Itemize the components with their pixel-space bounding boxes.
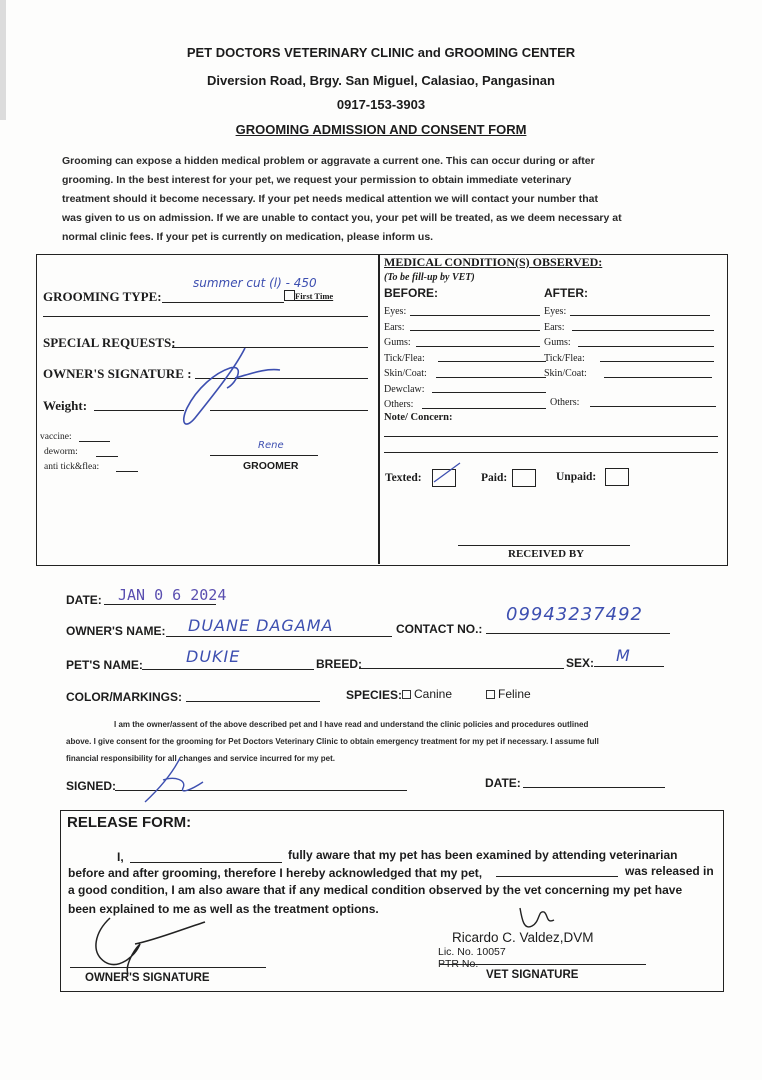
vet-signature-line [440,964,646,965]
color-markings-label: COLOR/MARKINGS: [66,690,182,704]
signed-date-label: DATE: [485,776,521,790]
release-form-title: RELEASE FORM: [67,814,192,831]
sex-line [594,666,664,667]
note-line [384,452,718,453]
feline-option[interactable] [486,687,531,701]
canine-option[interactable] [402,687,452,701]
contact-value[interactable]: 09943237492 [506,604,643,625]
clinic-name: PET DOCTORS VETERINARY CLINIC and GROOMING CENTER [186,45,576,60]
before-item: Eyes: [384,306,407,317]
first-time-label: First Time [295,291,334,301]
vet-license: Lic. No. 10057 [438,946,506,958]
vet-name: Ricardo C. Valdez,DVM [452,930,594,945]
release-line4-text: been explained to me as well as the treatment options. [68,902,379,916]
medical-condition-subtitle: (To be fill-up by VET) [384,272,475,283]
after-item: Gums: [544,337,571,348]
after-item: Tick/Flea: [544,352,585,364]
canine-label: Canine [414,687,453,701]
anti-tick-label: anti tick&flea: [44,462,100,472]
special-requests-label: SPECIAL REQUESTS: [43,335,176,350]
release-line2-end: was released in [625,864,714,878]
breed-label: BREED: [316,657,363,671]
after-item: Others: [550,397,580,408]
grooming-type-line [162,302,284,303]
before-item: Skin/Coat: [384,368,427,379]
intro-line: treatment should it become necessary. If your pet needs medical attention we will contact your number that [62,193,599,205]
clinic-address: Diversion Road, Brgy. San Miguel, Calasiao, Pangasinan [207,73,555,88]
after-item: Skin/Coat: [544,368,587,379]
signed-date-line [523,787,665,788]
contact-line [486,633,670,634]
signed-signature-scribble [125,750,225,810]
groomer-label: GROOMER [243,460,299,472]
paid-label: Paid: [481,472,508,484]
owner-name-value[interactable]: DUANE DAGAMA [188,616,334,635]
release-i-label: I, [117,850,124,864]
before-item: Others: [384,399,414,410]
signed-label: SIGNED: [66,779,117,793]
note-line [384,436,718,437]
sex-label: SEX: [566,656,595,670]
date-label: DATE: [66,593,102,607]
owner-signature-label: OWNER'S SIGNATURE : [43,366,192,381]
vet-signature-label: VET SIGNATURE [486,969,579,981]
release-line3-text: a good condition, I am also aware that if any medical condition observed by the vet concerning my pet have [68,883,683,897]
pet-name-value[interactable]: DUKIE [186,647,241,666]
weight-line [94,410,184,411]
groomer-name: Rene [258,440,284,451]
unpaid-label: Unpaid: [556,471,597,483]
pet-name-line [142,669,314,670]
vaccine-line [79,441,110,442]
deworm-line [96,456,118,457]
before-item: Gums: [384,337,411,348]
release-line1-text: fully aware that my pet has been examined by attending veterinarian [288,848,678,862]
received-by-label: RECEIVED BY [508,548,585,560]
feline-checkbox[interactable] [486,690,495,699]
intro-line: was given to us on admission. If we are unable to contact you, your pet will be treated, as we deem necessary at [62,212,622,224]
release-name-line [130,862,282,863]
after-item: Ears: [544,321,565,333]
intro-line: Grooming can expose a hidden medical problem or aggravate a current one. This can occur during or after [62,155,595,167]
consent-line: I am the owner/assent of the above described pet and I have read and understand the clinic policies and procedures outlined [114,720,589,729]
before-item: Dewclaw: [384,383,425,395]
intro-line: normal clinic fees. If your pet is currently on medication, please inform us. [62,231,434,243]
first-time-checkbox[interactable] [284,290,295,301]
medical-condition-title: MEDICAL CONDITION(S) OBSERVED: [384,255,603,269]
pet-name-label: PET'S NAME: [66,658,143,672]
before-label: BEFORE: [384,286,438,300]
unpaid-checkbox[interactable] [605,468,629,486]
owner-name-label: OWNER'S NAME: [66,624,166,638]
species-label: SPECIES: [346,688,403,702]
groomer-line [210,455,318,456]
release-line2-text: before and after grooming, therefore I hereby acknowledged that my pet, [68,866,483,880]
texted-label: Texted: [385,472,422,484]
weight-line-2 [210,410,368,411]
deworm-label: deworm: [44,447,78,457]
release-pet-line [496,876,618,877]
consent-line: financial responsibility for all changes and service incurred for my pet. [66,754,335,763]
canine-checkbox[interactable] [402,690,411,699]
feline-label: Feline [498,687,531,701]
date-line [104,604,216,605]
note-label: Note/ Concern: [384,412,453,423]
after-item: Eyes: [544,306,567,317]
owner-signature-scribble [175,338,295,433]
grooming-type-value[interactable]: summer cut (l) - 450 [193,276,317,290]
date-value[interactable]: JAN 0 6 2024 [118,586,227,604]
release-owner-signature-label: OWNER'S SIGNATURE [85,972,210,984]
breed-line [359,668,564,669]
clinic-phone: 0917-153-3903 [336,97,426,112]
anti-tick-line [116,471,138,472]
box-divider [378,255,380,564]
paid-checkbox[interactable] [512,469,536,487]
release-owner-signature-line [70,967,266,968]
before-item: Ears: [384,321,405,333]
sex-value[interactable]: M [616,646,630,665]
before-list [384,304,427,413]
owner-name-line [166,636,392,637]
grooming-type-line-2 [43,316,368,317]
grooming-type-label: GROOMING TYPE: [43,289,162,304]
weight-label: Weight: [43,398,88,413]
contact-label: CONTACT NO.: [396,622,483,636]
after-label: AFTER: [544,286,588,300]
vaccine-label: vaccine: [40,432,72,442]
received-by-line [458,545,630,546]
texted-check-mark [430,460,465,488]
before-item: Tick/Flea: [384,352,425,364]
intro-paragraph [62,152,672,247]
consent-line: above. I give consent for the grooming for Pet Doctors Veterinary Clinic to obtain emergency treatment for my pet if necessary. I assume full [66,737,599,746]
vet-ptr: PTR No. [438,958,479,970]
form-title: GROOMING ADMISSION AND CONSENT FORM [235,122,527,137]
intro-line: grooming. In the best interest for your pet, we request your permission to obtain immediate veterinary [62,174,572,186]
color-markings-line [186,701,320,702]
